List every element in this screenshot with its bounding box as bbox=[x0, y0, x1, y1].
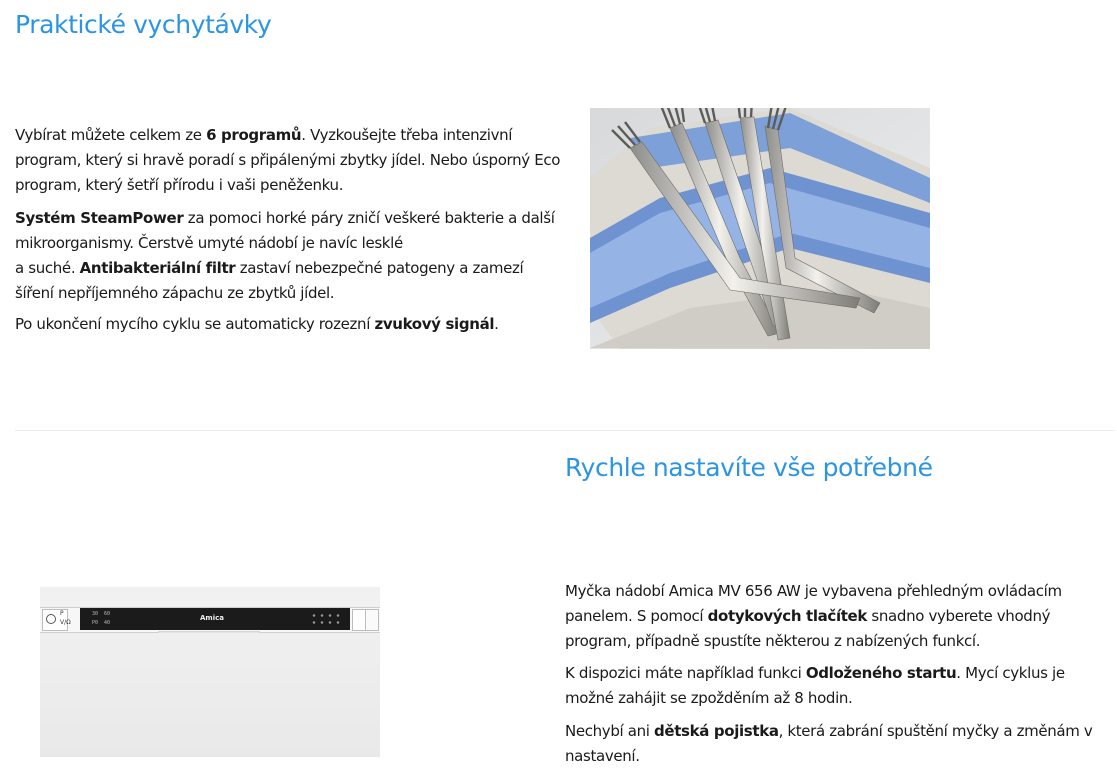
display-code: 40 bbox=[104, 620, 111, 626]
paragraph-control-panel: Myčka nádobí Amica MV 656 AW je vybavena přehledným ovládacím panelem. S pomocí dotykových tlačítek snadno vyberete vhodný program, případně spustíte některou z nabízených funkcí. bbox=[565, 582, 1062, 650]
display-code: 30 bbox=[92, 611, 99, 617]
display-code: P0 bbox=[92, 620, 99, 626]
section-title: Praktické vychytávky bbox=[15, 10, 272, 39]
paragraph-delayed-start: K dispozici máte například funkci Odloženého startu. Mycí cyklus je možné zahájit se zpožděním až 8 hodin. bbox=[565, 664, 1065, 707]
display-code: 60 bbox=[104, 611, 111, 617]
panel-side-right-2 bbox=[365, 609, 379, 631]
display-dots bbox=[310, 612, 340, 626]
power-icon bbox=[46, 614, 56, 624]
paragraph-programs: Vybírat můžete celkem ze 6 programů. Vyzkoušejte třeba intenzivní program, který si hravě poradí s připálenými zbytky jídel. Nebo úsporný Eco program, který šetří přírodu i vaši peněženku. bbox=[15, 126, 561, 194]
brand-logo: Amica bbox=[200, 614, 224, 622]
section-divider bbox=[15, 430, 1115, 431]
panel-label-v: V/Ω bbox=[60, 619, 71, 626]
dishwasher-photo bbox=[40, 587, 380, 757]
door-panel bbox=[40, 633, 380, 757]
paragraph-child-lock: Nechybí ani dětská pojistka, která zabrání spuštění myčky a změnám v nastavení. bbox=[565, 722, 1093, 765]
control-panel bbox=[40, 607, 380, 633]
paragraph-sound-signal: Po ukončení mycího cyklu se automaticky rozezní zvukový signál. bbox=[15, 315, 499, 333]
panel-labels bbox=[58, 609, 78, 629]
panel-label-p: P bbox=[60, 610, 64, 617]
display-strip bbox=[80, 608, 350, 630]
forks-photo bbox=[590, 108, 930, 349]
section-title-2: Rychle nastavíte vše potřebné bbox=[565, 453, 933, 482]
paragraph-steampower: Systém SteamPower za pomoci horké páry zničí veškeré bakterie a další mikroorganismy. Čerstvě umyté nádobí je navíc lesklé a suché. Antibakteriální filtr zastaví nebezpečné patogeny a zamezí šíření nepříjemného zápachu ze zbytků jídel. bbox=[15, 209, 555, 302]
